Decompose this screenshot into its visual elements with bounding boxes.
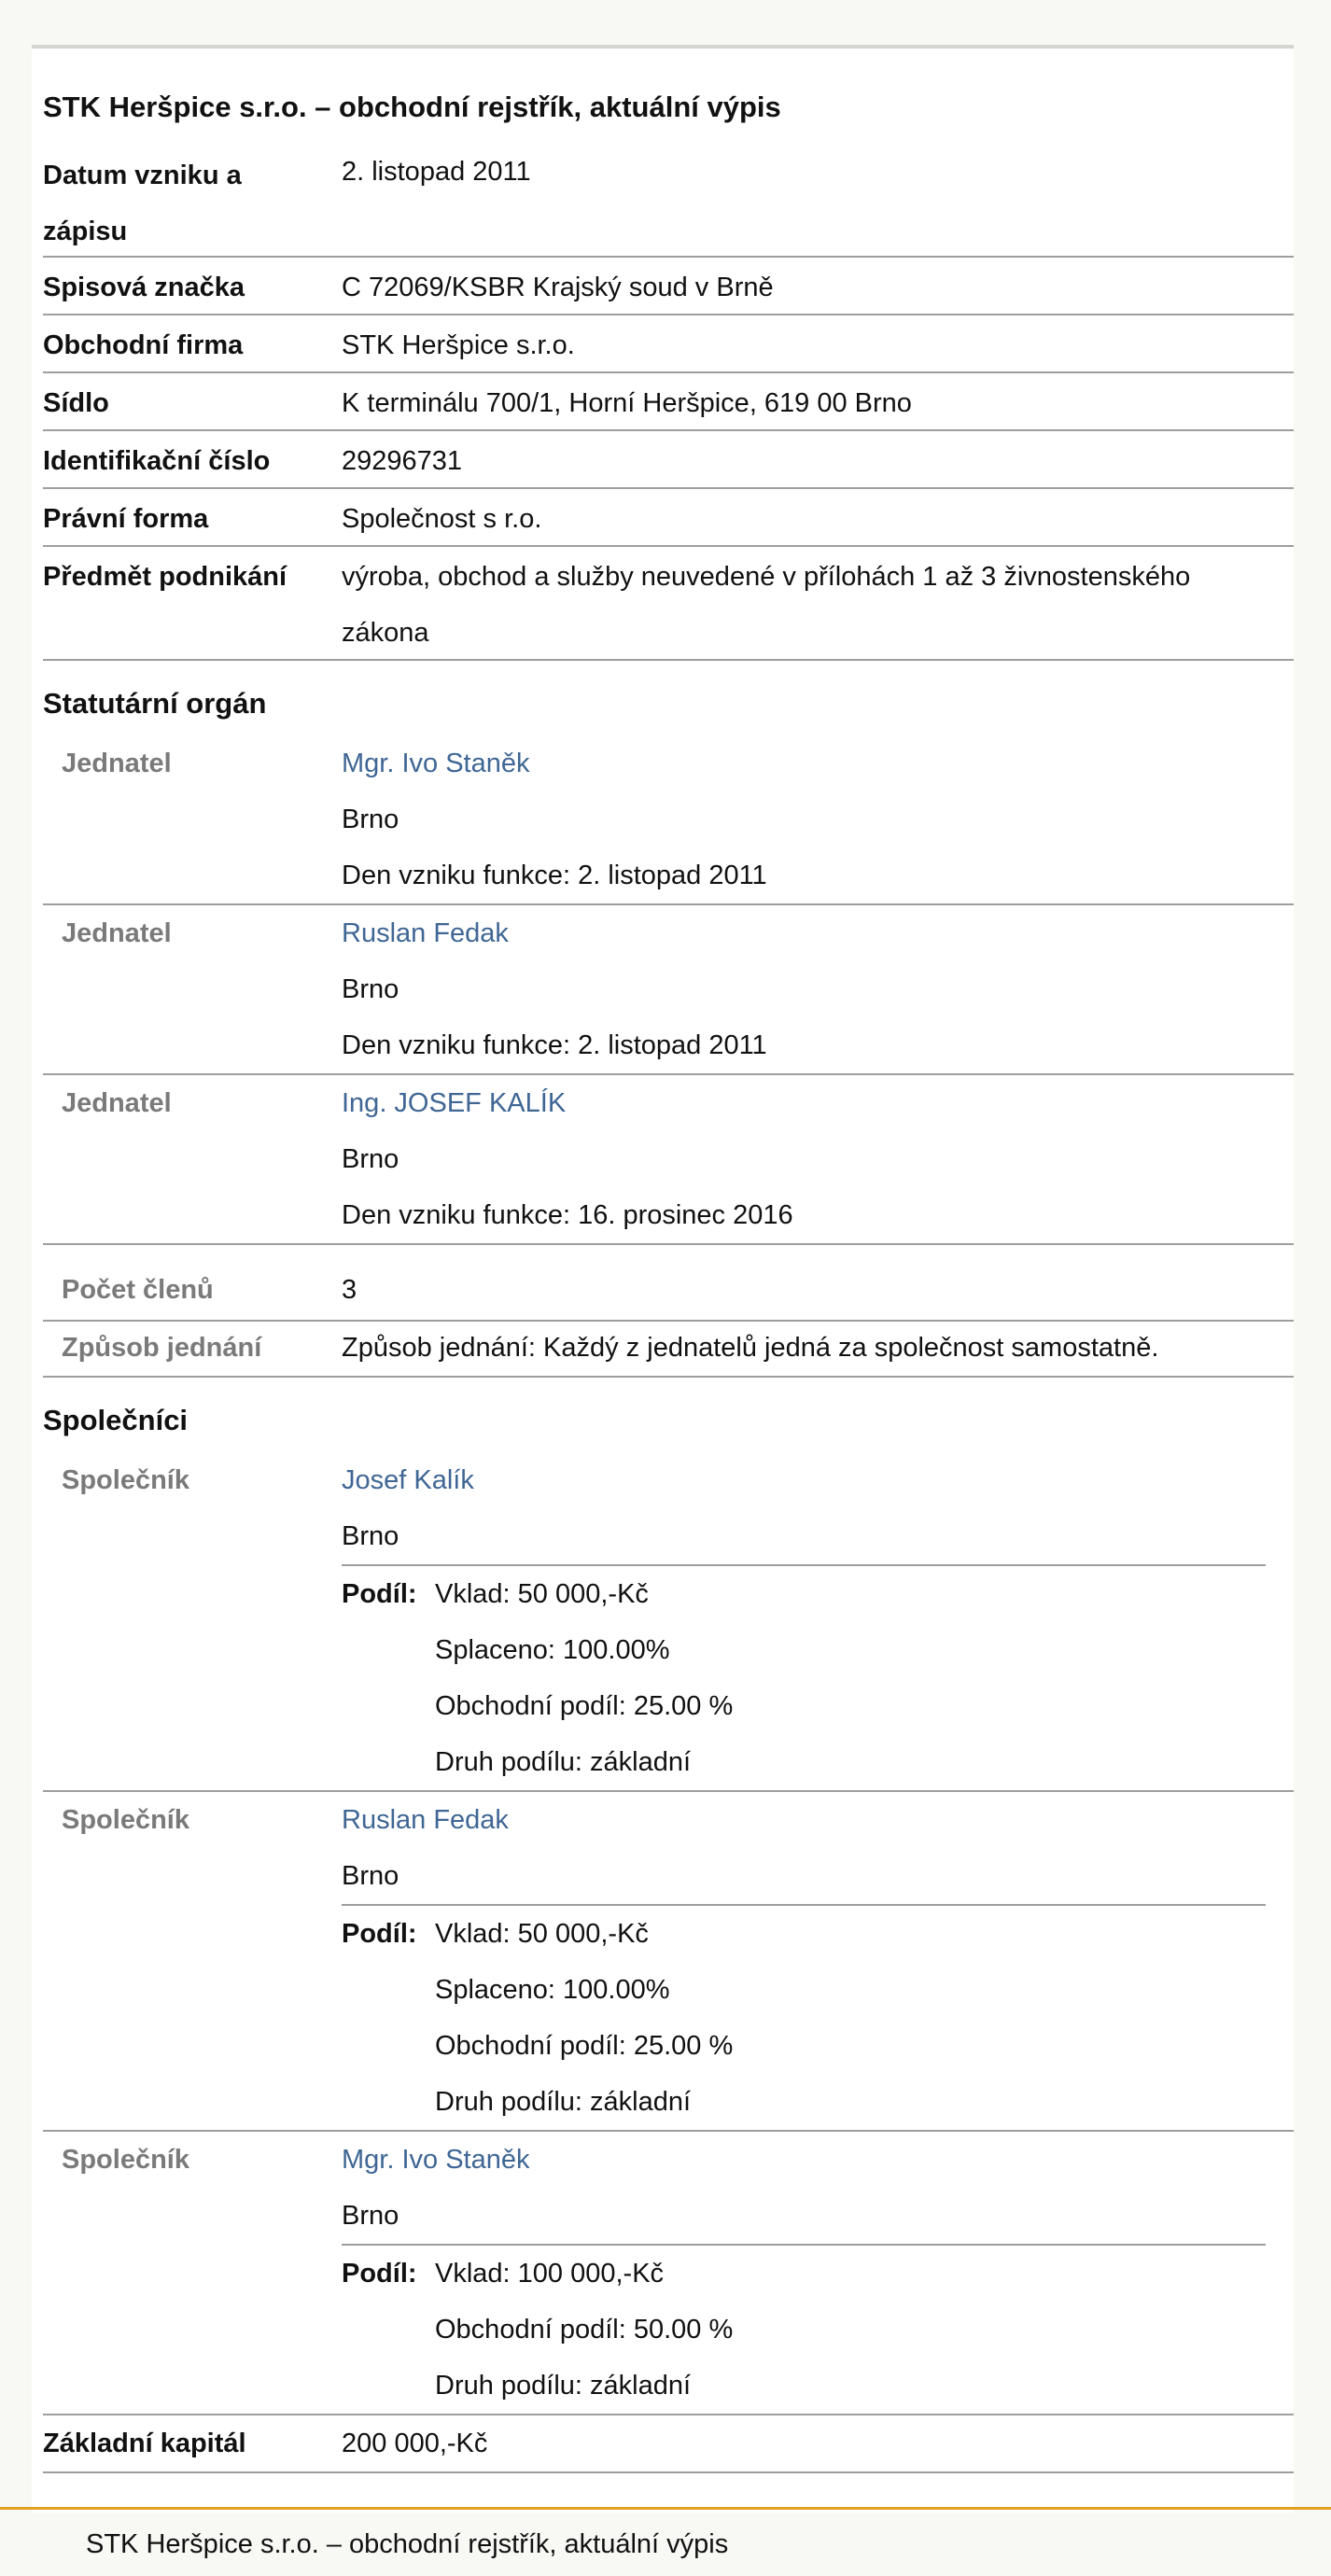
jednatel-city: Brno [342,805,399,834]
divider [43,659,1294,661]
podil-druh: Druh podílu: základní [435,2087,692,2117]
podil-splaceno: Splaceno: 100.00% [435,1975,670,2005]
divider [43,1243,1294,1245]
divider [342,2244,1266,2246]
divider [43,1320,1294,1322]
ico-label: Identifikační číslo [43,446,271,476]
podil-obchodni: Obchodní podíl: 25.00 % [435,2031,734,2061]
divider [43,1073,1294,1075]
datum-value: 2. listopad 2011 [342,157,531,187]
predmet-value: výroba, obchod a služby neuvedené v přílohách 1 až 3 živnostenského zákona [342,562,1191,648]
section-statutarni-heading: Statutární orgán [43,687,267,720]
divider [43,487,1294,489]
forma-value: Společnost s r.o. [342,504,542,534]
jednatel-role: Jednatel [62,749,172,778]
firma-label: Obchodní firma [43,330,244,360]
podil-label: Podíl: [342,1919,417,1949]
jednatel-city: Brno [342,1144,399,1174]
jednatel-role: Jednatel [62,1088,172,1118]
divider [43,2414,1294,2415]
pocet-clenu-value: 3 [342,1275,357,1305]
spolecnik-city: Brno [342,2201,399,2231]
sidlo-value: K terminálu 700/1, Horní Heršpice, 619 00 Brno [342,388,912,418]
forma-label: Právní forma [43,504,209,534]
spolecnik-role: Společník [62,2145,189,2175]
spolecnik-name-link[interactable]: Josef Kalík [342,1465,474,1495]
podil-obchodni: Obchodní podíl: 25.00 % [435,1691,734,1721]
podil-druh: Druh podílu: základní [435,2371,692,2401]
spisova-value: C 72069/KSBR Krajský soud v Brně [342,273,774,302]
podil-label: Podíl: [342,2259,417,2289]
footer-divider [0,2507,1331,2510]
firma-value: STK Heršpice s.r.o. [342,330,575,360]
datum-label: Datum vzniku a zápisu [43,161,242,246]
footer-title: STK Heršpice s.r.o. – obchodní rejstřík, aktuální výpis [86,2529,729,2559]
divider [43,903,1294,905]
podil-druh: Druh podílu: základní [435,1747,692,1777]
podil-label: Podíl: [342,1579,417,1609]
pocet-clenu-label: Počet členů [62,1275,214,1305]
spisova-label: Spisová značka [43,273,245,302]
spolecnik-role: Společník [62,1465,189,1495]
jednatel-city: Brno [342,974,399,1004]
divider [43,314,1294,315]
divider [43,371,1294,373]
jednatel-role: Jednatel [62,918,172,948]
podil-vklad: Vklad: 50 000,-Kč [435,1579,649,1609]
spolecnik-city: Brno [342,1861,399,1891]
divider [43,429,1294,431]
jednatel-name-link[interactable]: Ruslan Fedak [342,918,509,948]
spolecnik-city: Brno [342,1521,399,1551]
podil-obchodni: Obchodní podíl: 50.00 % [435,2315,734,2345]
register-card [32,45,1294,2513]
jednatel-name-link[interactable]: Ing. JOSEF KALÍK [342,1088,567,1118]
podil-splaceno: Splaceno: 100.00% [435,1635,670,1665]
divider [43,1376,1294,1378]
sidlo-label: Sídlo [43,388,109,418]
podil-vklad: Vklad: 50 000,-Kč [435,1919,649,1949]
predmet-label: Předmět podnikání [43,562,287,592]
divider [43,1790,1294,1792]
section-spolecnici-heading: Společníci [43,1404,189,1436]
kapital-value: 200 000,-Kč [342,2429,488,2458]
zpusob-jednani-value: Způsob jednání: Každý z jednatelů jedná za společnost samostatně. [342,1333,1159,1363]
podil-vklad: Vklad: 100 000,-Kč [435,2259,665,2289]
kapital-label: Základní kapitál [43,2429,246,2458]
spolecnik-role: Společník [62,1805,189,1835]
page-title: STK Heršpice s.r.o. – obchodní rejstřík, aktuální výpis [43,91,781,123]
divider [43,545,1294,547]
jednatel-name-link[interactable]: Mgr. Ivo Staněk [342,749,530,778]
spolecnik-name-link[interactable]: Mgr. Ivo Staněk [342,2145,530,2175]
divider [43,2471,1294,2473]
zpusob-jednani-label: Způsob jednání [62,1333,262,1363]
divider [43,2130,1294,2132]
jednatel-since: Den vzniku funkce: 2. listopad 2011 [342,861,767,890]
ico-value: 29296731 [342,446,463,476]
divider [43,256,1294,258]
divider [342,1564,1266,1566]
jednatel-since: Den vzniku funkce: 2. listopad 2011 [342,1030,767,1060]
divider [342,1904,1266,1906]
jednatel-since: Den vzniku funkce: 16. prosinec 2016 [342,1200,793,1230]
spolecnik-name-link[interactable]: Ruslan Fedak [342,1805,509,1835]
